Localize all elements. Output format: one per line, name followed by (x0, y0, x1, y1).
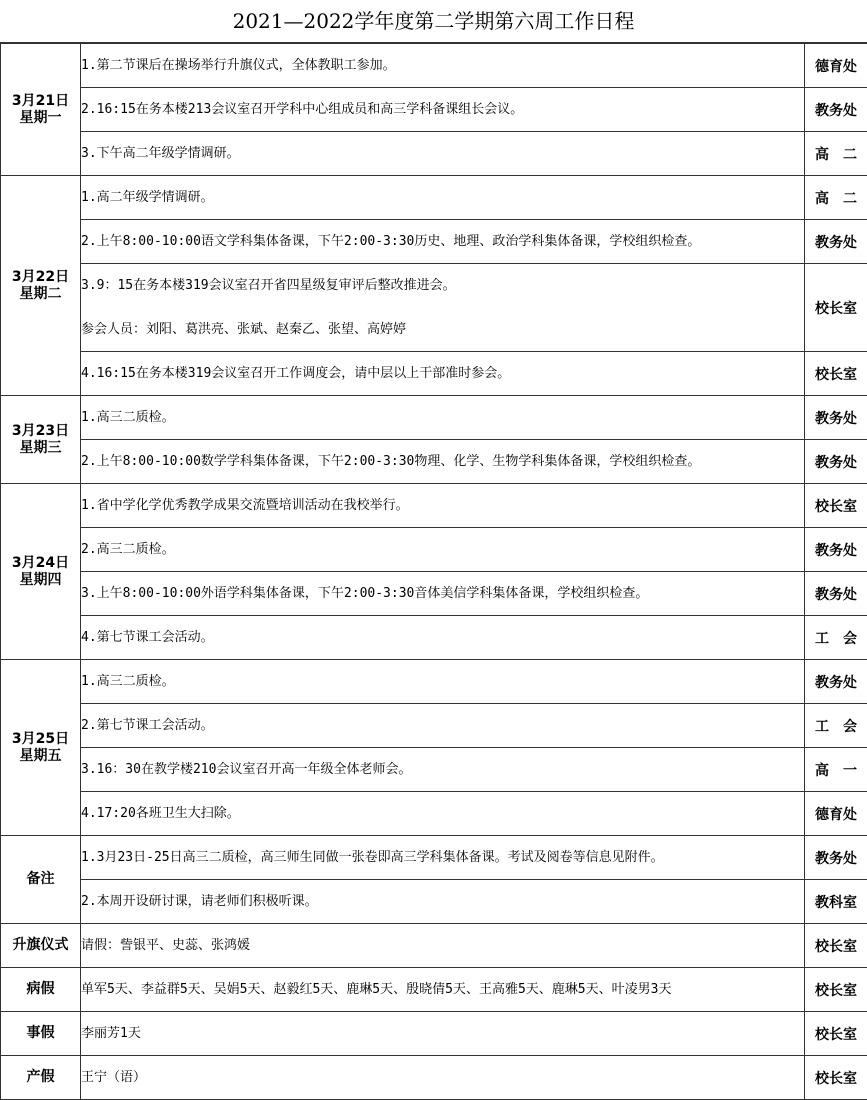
table-row (1, 1056, 867, 1100)
schedule-item: 3.9：15在务本楼319会议室召开省四星级复审评后整改推进会。 (81, 264, 805, 308)
schedule-item: 1.高二年级学情调研。 (81, 176, 805, 220)
table-row (1, 660, 867, 704)
day-weekday: 星期一 (1, 110, 80, 127)
table-row (1, 352, 867, 396)
table-row (1, 528, 867, 572)
schedule-item: 2.16:15在务本楼213会议室召开学科中心组成员和高三学科备课组长会议。 (81, 88, 805, 132)
table-row (1, 44, 867, 88)
note-item: 2.本周开设研讨课，请老师们积极听课。 (81, 880, 805, 924)
day-cell-wed (1, 396, 81, 484)
dept-cell: 高 二 (805, 176, 867, 220)
table-row (1, 792, 867, 836)
dept-cell: 教务处 (805, 440, 867, 484)
schedule-item: 1.第二节课后在操场举行升旗仪式，全体教职工参加。 (81, 44, 805, 88)
table-row (1, 836, 867, 880)
dept-cell: 教务处 (805, 396, 867, 440)
dept-cell: 教务处 (805, 660, 867, 704)
dept-cell: 德育处 (805, 792, 867, 836)
day-weekday: 星期五 (1, 748, 80, 765)
day-weekday: 星期三 (1, 440, 80, 457)
day-cell-mon (1, 44, 81, 176)
dept-cell: 校长室 (805, 264, 867, 352)
table-row (1, 616, 867, 660)
day-date: 3月22日 (1, 269, 80, 286)
dept-cell: 德育处 (805, 44, 867, 88)
table-row (1, 924, 867, 968)
schedule-item: 2.第七节课工会活动。 (81, 704, 805, 748)
table-row (1, 308, 867, 352)
schedule-item: 3.上午8:00-10:00外语学科集体备课，下午2:00-3:30音体美信学科集体备课，学校组织检查。 (81, 572, 805, 616)
day-date: 3月25日 (1, 731, 80, 748)
dept-cell: 校长室 (805, 484, 867, 528)
table-row (1, 176, 867, 220)
day-cell-thu (1, 484, 81, 660)
row-label-sick: 病假 (1, 968, 81, 1012)
row-label-maternity: 产假 (1, 1056, 81, 1100)
dept-cell: 教务处 (805, 220, 867, 264)
dept-cell: 高 二 (805, 132, 867, 176)
table-row (1, 396, 867, 440)
table-row (1, 88, 867, 132)
table-row (1, 1012, 867, 1056)
day-weekday: 星期二 (1, 286, 80, 303)
schedule-item: 1.高三二质检。 (81, 396, 805, 440)
dept-cell: 教务处 (805, 836, 867, 880)
table-row (1, 484, 867, 528)
dept-cell: 校长室 (805, 924, 867, 968)
table-row (1, 880, 867, 924)
table-row (1, 132, 867, 176)
dept-cell: 校长室 (805, 968, 867, 1012)
row-label-flag: 升旗仪式 (1, 924, 81, 968)
schedule-item: 1.省中学化学优秀教学成果交流暨培训活动在我校举行。 (81, 484, 805, 528)
dept-cell: 教务处 (805, 88, 867, 132)
extra-item: 请假：訾银平、史蕊、张鸿媛 (81, 924, 805, 968)
row-label-personal: 事假 (1, 1012, 81, 1056)
schedule-item: 3.下午高二年级学情调研。 (81, 132, 805, 176)
table-row (1, 264, 867, 308)
extra-item: 王宁（语） (81, 1056, 805, 1100)
schedule-item: 2.上午8:00-10:00语文学科集体备课，下午2:00-3:30历史、地理、政治学科集体备课，学校组织检查。 (81, 220, 805, 264)
notes-label: 备注 (1, 836, 81, 924)
dept-cell: 教科室 (805, 880, 867, 924)
extra-item: 单军5天、李益群5天、吴娟5天、赵毅红5天、鹿琳5天、殷晓倩5天、王高雅5天、鹿琳5天、叶凌男3天 (81, 968, 805, 1012)
dept-cell: 教务处 (805, 528, 867, 572)
dept-cell: 校长室 (805, 1056, 867, 1100)
page-title: 2021—2022学年度第二学期第六周工作日程 (0, 0, 867, 43)
schedule-item: 4.第七节课工会活动。 (81, 616, 805, 660)
dept-cell: 工 会 (805, 704, 867, 748)
dept-cell: 教务处 (805, 572, 867, 616)
table-row (1, 704, 867, 748)
schedule-item-attendees: 参会人员：刘阳、葛洪亮、张斌、赵秦乙、张望、高婷婷 (81, 308, 805, 352)
schedule-item: 4.17:20各班卫生大扫除。 (81, 792, 805, 836)
dept-cell: 校长室 (805, 1012, 867, 1056)
extra-item: 李丽芳1天 (81, 1012, 805, 1056)
day-date: 3月24日 (1, 555, 80, 572)
day-cell-tue (1, 176, 81, 396)
table-row (1, 440, 867, 484)
table-row (1, 748, 867, 792)
day-date: 3月23日 (1, 423, 80, 440)
day-cell-fri (1, 660, 81, 836)
table-row (1, 572, 867, 616)
day-weekday: 星期四 (1, 572, 80, 589)
note-item: 1.3月23日-25日高三二质检，高三师生同做一张卷即高三学科集体备课。考试及阅卷等信息见附件。 (81, 836, 805, 880)
dept-cell: 高 一 (805, 748, 867, 792)
schedule-item: 1.高三二质检。 (81, 660, 805, 704)
schedule-item: 2.高三二质检。 (81, 528, 805, 572)
day-date: 3月21日 (1, 93, 80, 110)
schedule-table (0, 43, 867, 1100)
schedule-item: 3.16：30在教学楼210会议室召开高一年级全体老师会。 (81, 748, 805, 792)
dept-cell: 校长室 (805, 352, 867, 396)
table-row (1, 220, 867, 264)
schedule-item: 2.上午8:00-10:00数学学科集体备课，下午2:00-3:30物理、化学、生物学科集体备课，学校组织检查。 (81, 440, 805, 484)
table-row (1, 968, 867, 1012)
dept-cell: 工 会 (805, 616, 867, 660)
schedule-item: 4.16:15在务本楼319会议室召开工作调度会，请中层以上干部准时参会。 (81, 352, 805, 396)
